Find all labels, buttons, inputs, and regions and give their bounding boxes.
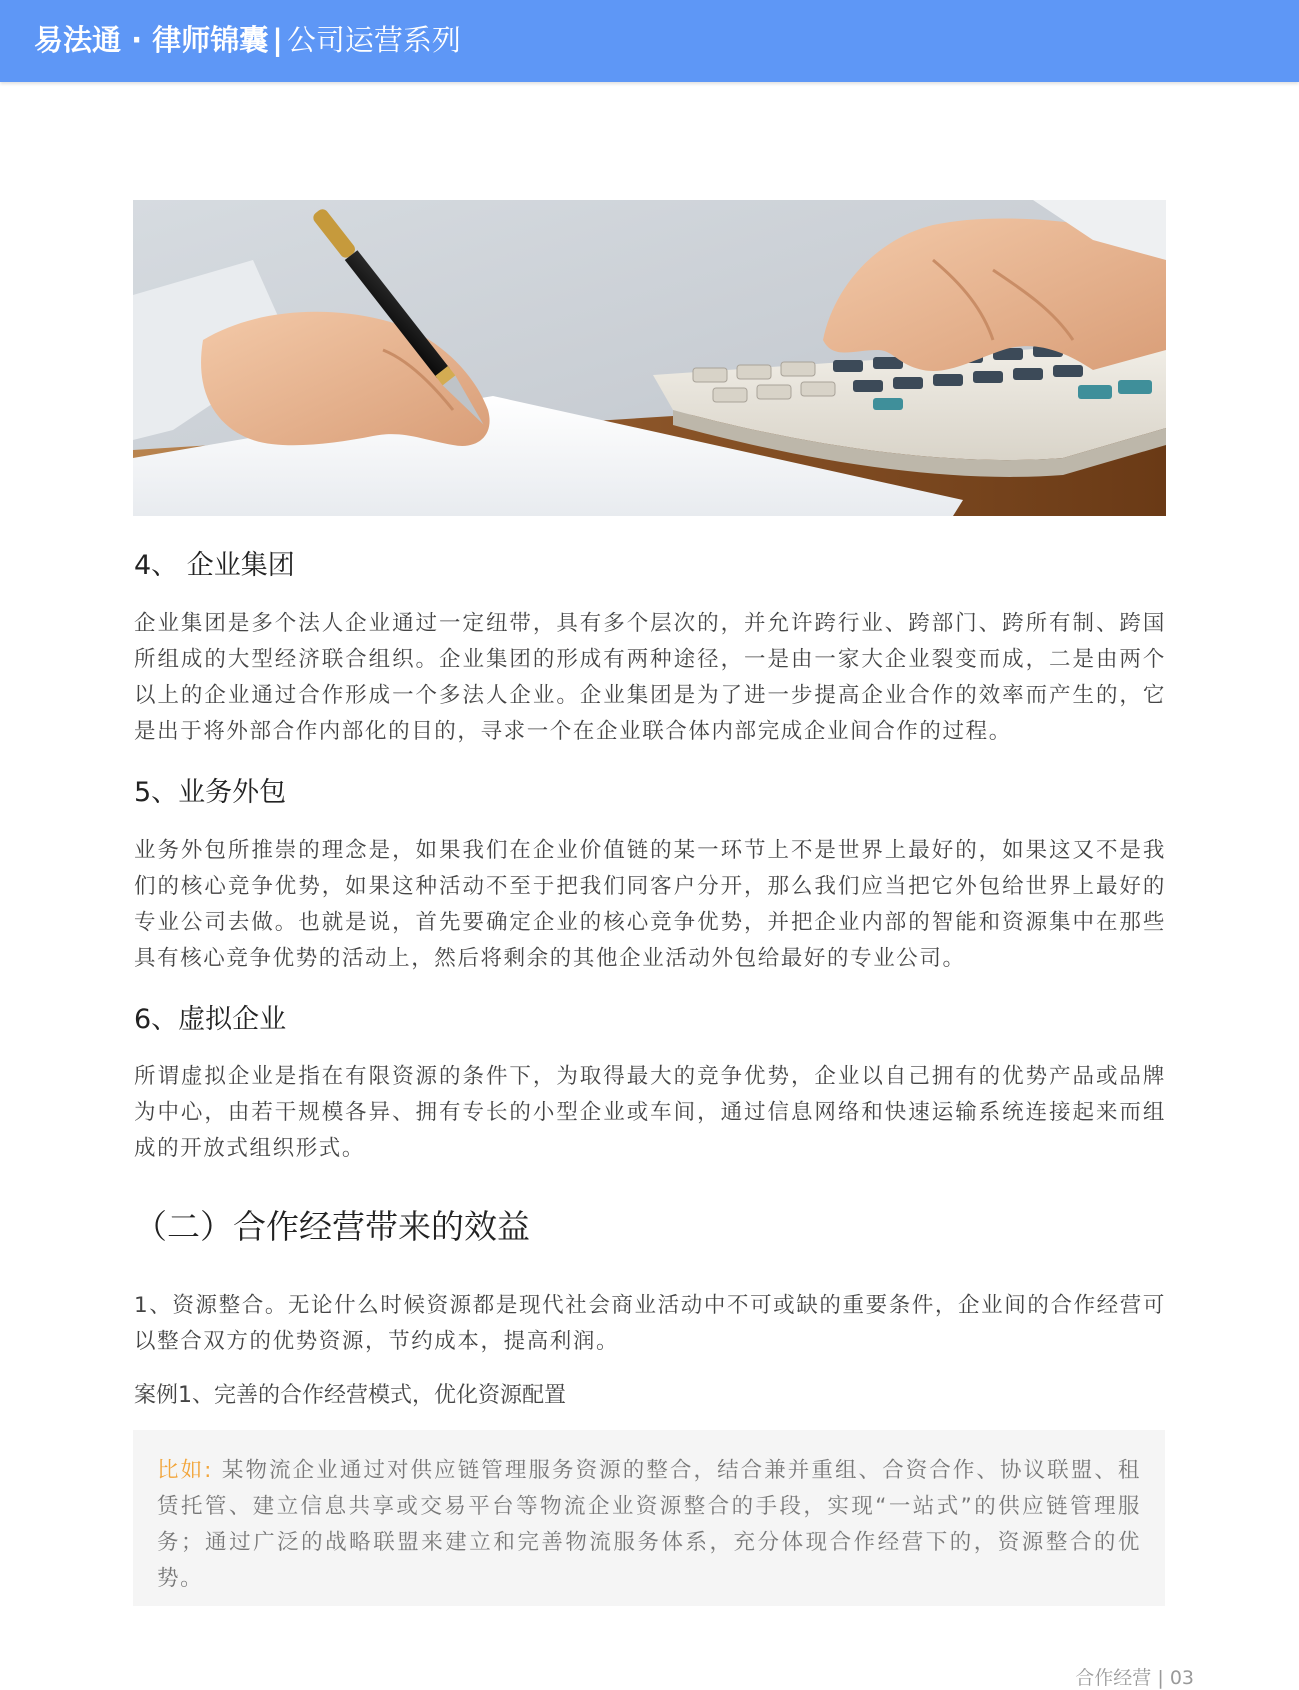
section-4-heading: 4、 企业集团: [134, 550, 295, 581]
callout-text-block: [157, 1453, 1141, 1597]
header-title: [34, 20, 461, 60]
case-title: 案例1、完善的合作经营模式，优化资源配置: [134, 1383, 566, 1408]
section-6-heading: 6、虚拟企业: [134, 1004, 287, 1035]
page-footer: [1075, 1666, 1194, 1690]
header-brand: 易法通 · 律师锦囊: [34, 23, 269, 57]
example-callout: [133, 1430, 1165, 1606]
footer-separator: |: [1157, 1667, 1164, 1689]
hero-photo: [133, 200, 1166, 516]
section-5-heading: 5、业务外包: [134, 777, 287, 808]
header-separator: |: [272, 23, 283, 57]
section-5-body: 业务外包所推崇的理念是，如果我们在企业价值链的某一环节上不是世界上最好的，如果这又不是我们的核心竞争优势，如果这种活动不至于把我们同客户分开，那么我们应当把它外包给世界上最好的专业公司去做。也就是说，首先要确定企业的核心竞争优势，并把企业内部的智能和资源集中在那些具有核心竞争优势的活动上，然后将剩余的其他企业活动外包给最好的专业公司。: [134, 838, 1166, 971]
callout-text: 某物流企业通过对供应链管理服务资源的整合，结合兼并重组、合资合作、协议联盟、租赁托管、建立信息共享或交易平台等物流企业资源整合的手段，实现“一站式”的供应链管理服务；通过广泛的战略联盟来建立和完善物流服务体系，充分体现合作经营下的，资源整合的优势。: [157, 1458, 1142, 1591]
section-6-body: 所谓虚拟企业是指在有限资源的条件下，为取得最大的竞争优势，企业以自己拥有的优势产品或品牌为中心，由若干规模各异、拥有专长的小型企业或车间，通过信息网络和快速运输系统连接起来而组成的开放式组织形式。: [134, 1064, 1166, 1161]
header-series: 公司运营系列: [286, 23, 461, 57]
section-4-body: 企业集团是多个法人企业通过一定纽带，具有多个层次的，并允许跨行业、跨部门、跨所有制、跨国所组成的大型经济联合组织。企业集团的形成有两种途径，一是由一家大企业裂变而成，二是由两个以上的企业通过合作形成一个多法人企业。企业集团是为了进一步提高企业合作的效率而产生的，它是出于将外部合作内部化的目的，寻求一个在企业联合体内部完成企业间合作的过程。: [134, 611, 1166, 744]
page-number: 03: [1169, 1667, 1194, 1689]
header-bar: [0, 0, 1299, 82]
benefits-heading: （二）合作经营带来的效益: [134, 1207, 530, 1246]
benefit-item-1: 1、资源整合。无论什么时候资源都是现代社会商业活动中不可或缺的重要条件，企业间的合作经营可以整合双方的优势资源，节约成本，提高利润。: [134, 1293, 1166, 1354]
callout-lead: 比如:: [157, 1458, 214, 1483]
footer-label: 合作经营: [1075, 1667, 1152, 1689]
